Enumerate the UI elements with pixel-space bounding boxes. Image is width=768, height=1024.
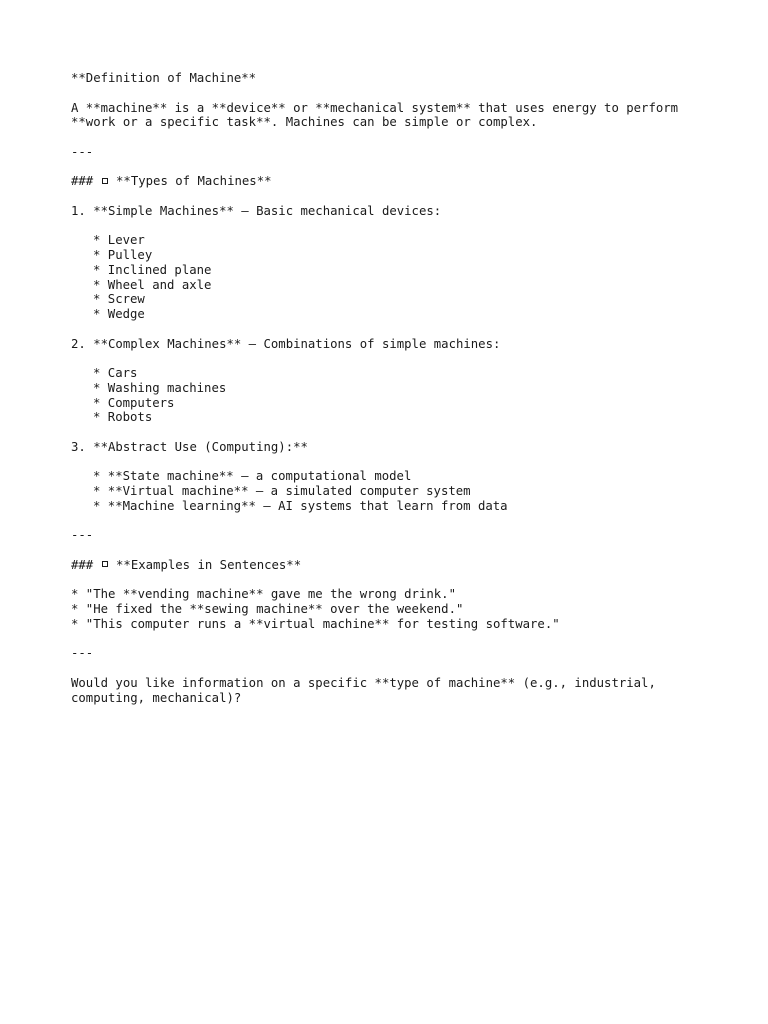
closing-question: Would you like information on a specific **type of machine** (e.g., industrial, <box>71 675 656 690</box>
blank-line <box>71 160 731 175</box>
closing-question: computing, mechanical)? <box>71 690 242 705</box>
separator: --- <box>71 528 94 543</box>
list-item: * Inclined plane <box>93 262 212 277</box>
heading-prefix: ### <box>71 174 101 189</box>
blank-line <box>71 322 731 337</box>
blank-line <box>71 661 731 676</box>
simple-machines-heading: 1. **Simple Machines** – Basic mechanical devices: <box>71 203 442 218</box>
blank-line <box>71 219 731 234</box>
definition-line: A **machine** is a **device** or **mechanical system** that uses energy to perform <box>71 100 679 115</box>
missing-glyph-icon <box>102 178 108 184</box>
blank-line <box>71 573 731 588</box>
list-item: * Robots <box>93 410 153 425</box>
example-sentence: * "This computer runs a **virtual machine** for testing software." <box>71 616 560 631</box>
list-item: * Wedge <box>93 307 145 321</box>
list-item: * Wheel and axle <box>93 277 212 292</box>
document-body <box>71 71 731 705</box>
list-item: * **State machine** – a computational model <box>93 469 412 484</box>
list-item: * Computers <box>93 395 175 410</box>
blank-line <box>71 189 731 204</box>
heading-text: **Types of Machines** <box>108 174 272 189</box>
blank-line <box>71 130 731 145</box>
heading-prefix: ### <box>71 557 101 572</box>
blank-line <box>71 514 731 529</box>
blank-line <box>71 351 731 366</box>
blank-line <box>71 425 731 440</box>
list-item: * Screw <box>93 292 145 307</box>
blank-line <box>71 86 731 101</box>
example-sentence: * "He fixed the **sewing machine** over the weekend." <box>71 602 464 616</box>
abstract-use-heading: 3. **Abstract Use (Computing):** <box>71 439 308 454</box>
document-title: **Definition of Machine** <box>71 71 257 85</box>
list-item: * Lever <box>93 233 145 248</box>
complex-machines-heading: 2. **Complex Machines** – Combinations of simple machines: <box>71 336 501 351</box>
separator: --- <box>71 646 94 661</box>
definition-line: **work or a specific task**. Machines can be simple or complex. <box>71 115 538 130</box>
types-heading <box>71 174 731 189</box>
list-item: * Pulley <box>93 248 153 262</box>
blank-line <box>71 543 731 558</box>
list-item: * **Machine learning** – AI systems that learn from data <box>93 498 508 513</box>
examples-heading <box>71 558 731 573</box>
list-item: * Cars <box>93 366 138 380</box>
missing-glyph-icon <box>102 561 108 567</box>
list-item: * Washing machines <box>93 380 227 395</box>
example-sentence: * "The **vending machine** gave me the wrong drink." <box>71 587 456 602</box>
list-item: * **Virtual machine** – a simulated computer system <box>93 484 471 498</box>
heading-text: **Examples in Sentences** <box>108 557 302 572</box>
blank-line <box>71 632 731 647</box>
blank-line <box>71 455 731 470</box>
separator: --- <box>71 144 94 159</box>
